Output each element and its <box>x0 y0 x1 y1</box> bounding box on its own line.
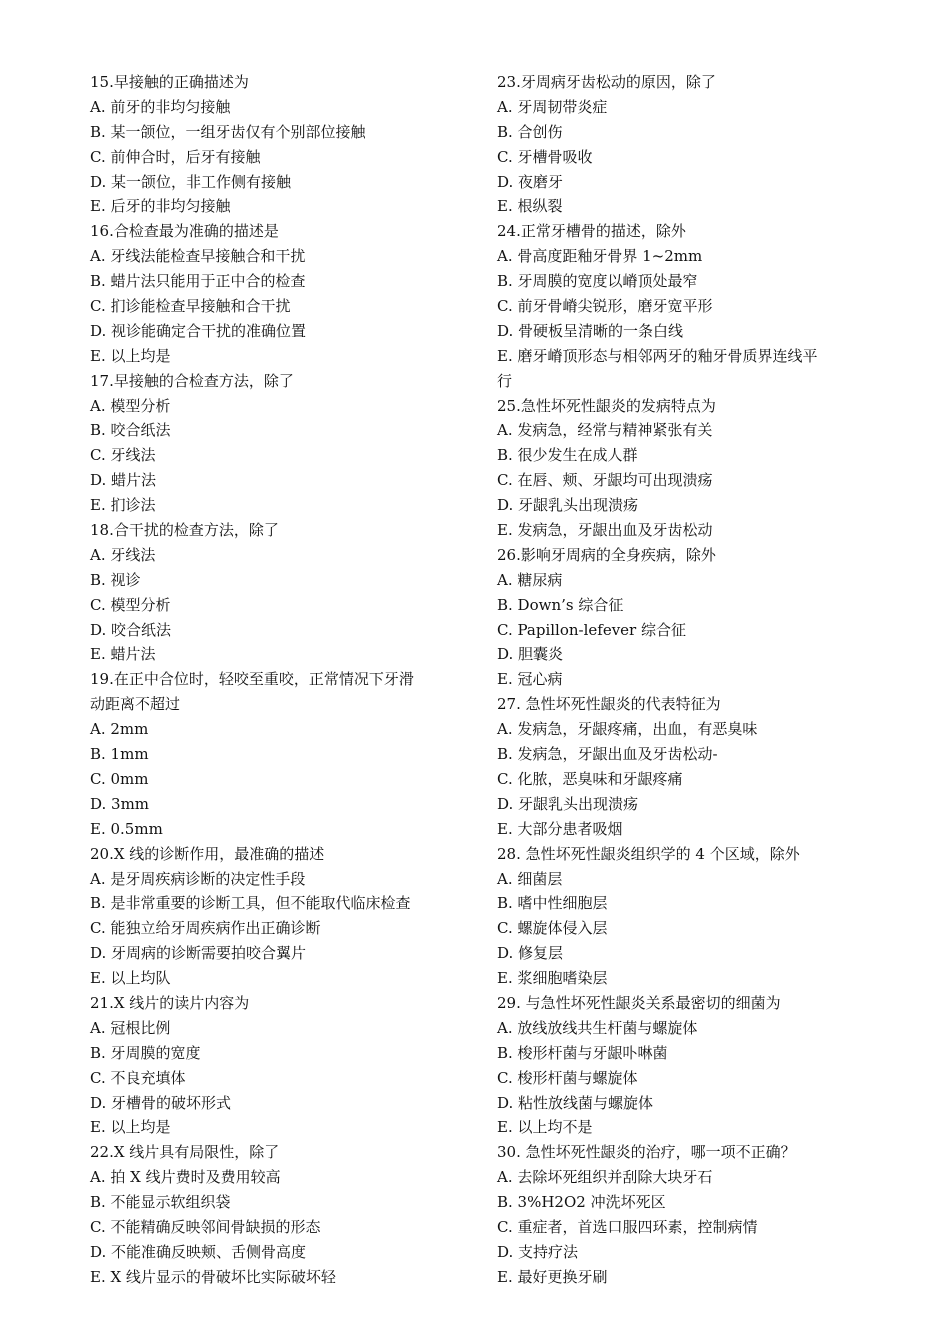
text-line: C. 牙槽骨吸收 <box>497 147 593 166</box>
text-line: D. 修复层 <box>497 944 564 963</box>
text-line: C. 不良充填体 <box>90 1068 186 1087</box>
text-line: A. 是牙周疾病诊断的决定性手段 <box>90 869 306 888</box>
text-line: D. 牙周病的诊断需要拍咬合翼片 <box>90 944 307 963</box>
text-line: D. 牙槽骨的破坏形式 <box>90 1093 232 1112</box>
text-line: B. 视诊 <box>90 570 141 589</box>
text-line: A. 发病急，牙龈疼痛，出血，有恶臭味 <box>497 720 758 739</box>
text-line: 29. 与急性坏死性龈炎关系最密切的细菌为 <box>497 993 781 1012</box>
text-line: 17.早接触的合检查方法，除了 <box>90 371 294 390</box>
text-line: 27. 急性坏死性龈炎的代表特征为 <box>497 695 721 714</box>
text-line: E. 蜡片法 <box>90 645 156 664</box>
text-line: E. 后牙的非均匀接触 <box>90 197 231 216</box>
text-line: E. 扪诊法 <box>90 496 156 515</box>
text-line: A. 冠根比例 <box>90 1018 171 1037</box>
text-line: A. 牙线法能检查早接触合和干扰 <box>90 247 306 266</box>
text-line: A. 去除坏死组织并刮除大块牙石 <box>497 1168 713 1187</box>
text-line: E. 磨牙嵴顶形态与相邻两牙的釉牙骨质界连线平 <box>497 346 818 365</box>
text-line: A. 牙线法 <box>90 545 156 564</box>
text-line: A. 牙周韧带炎症 <box>497 97 608 116</box>
text-line: C. 不能精确反映邻间骨缺损的形态 <box>90 1217 321 1236</box>
text-line: E. 冠心病 <box>497 670 563 689</box>
text-line: B. 某一颌位，一组牙齿仅有个别部位接触 <box>90 122 366 141</box>
text-line: C. Papillon-lefever 综合征 <box>497 620 686 639</box>
text-line: 动距离不超过 <box>90 695 181 714</box>
text-line: 21.X 线片的读片内容为 <box>90 993 250 1012</box>
right-column <box>497 70 877 1290</box>
text-line: B. 是非常重要的诊断工具，但不能取代临床检查 <box>90 894 411 913</box>
text-line: E. 以上均是 <box>90 1118 171 1137</box>
text-line: E. 浆细胞嗜染层 <box>497 969 608 988</box>
text-line: E. 大部分患者吸烟 <box>497 819 623 838</box>
text-line: 22.X 线片具有局限性，除了 <box>90 1143 280 1162</box>
text-line: B. 发病急，牙龈出血及牙齿松动- <box>497 745 718 764</box>
text-line: 23.牙周病牙齿松动的原因，除了 <box>497 73 716 91</box>
text-line: 24.正常牙槽骨的描述，除外 <box>497 222 686 241</box>
text-line: 28. 急性坏死性龈炎组织学的 4 个区域，除外 <box>497 844 800 863</box>
text-line: D. 蜡片法 <box>90 471 157 490</box>
text-line: B. 3%H2O2 冲洗坏死区 <box>497 1193 666 1212</box>
text-line: 18.合干扰的检查方法，除了 <box>90 521 279 540</box>
text-line: B. 咬合纸法 <box>90 421 171 440</box>
text-line: D. 粘性放线菌与螺旋体 <box>497 1093 654 1112</box>
text-line: D. 某一颌位，非工作侧有接触 <box>90 172 292 191</box>
text-line: B. 牙周膜的宽度 <box>90 1043 201 1062</box>
text-line: D. 支持疗法 <box>497 1242 579 1261</box>
text-line: D. 视诊能确定合干扰的准确位置 <box>90 321 307 340</box>
text-line: D. 3mm <box>90 794 150 813</box>
text-line: C. 化脓，恶臭味和牙龈疼痛 <box>497 769 683 788</box>
text-line: 25.急性坏死性龈炎的发病特点为 <box>497 396 716 415</box>
text-line: E. 0.5mm <box>90 819 163 838</box>
text-line: C. 重症者，首选口服四环素，控制病情 <box>497 1217 758 1236</box>
text-line: A. 2mm <box>90 720 149 739</box>
text-line: 20.X 线的诊断作用，最准确的描述 <box>90 844 325 863</box>
text-line: A. 前牙的非均匀接触 <box>90 97 231 116</box>
text-line: D. 牙龈乳头出现溃疡 <box>497 496 639 515</box>
text-line: A. 细菌层 <box>497 869 563 888</box>
text-line: D. 咬合纸法 <box>90 620 172 639</box>
text-line: E. 以上均队 <box>90 969 171 988</box>
text-line: E. X 线片显示的骨破坏比实际破坏轻 <box>90 1267 336 1286</box>
text-line: E. 根纵裂 <box>497 197 563 216</box>
text-line: A. 模型分析 <box>90 396 171 415</box>
text-line: 30. 急性坏死性龈炎的治疗，哪一项不正确？ <box>497 1143 796 1162</box>
text-line: C. 前牙骨嵴尖锐形，磨牙宽平形 <box>497 297 713 316</box>
text-line: C. 0mm <box>90 769 149 788</box>
text-line: B. 合创伤 <box>497 122 563 141</box>
text-line: A. 发病急，经常与精神紧张有关 <box>497 421 713 440</box>
text-line: 19.在正中合位时，轻咬至重咬，正常情况下牙滑 <box>90 670 414 689</box>
text-line: 行 <box>497 371 513 390</box>
text-line: C. 前伸合时，后牙有接触 <box>90 147 261 166</box>
text-line: C. 模型分析 <box>90 595 171 614</box>
text-line: 16.合检查最为准确的描述是 <box>90 222 279 241</box>
text-line: C. 牙线法 <box>90 446 156 465</box>
text-line: D. 牙龈乳头出现溃疡 <box>497 794 639 813</box>
text-line: E. 以上均是 <box>90 346 171 365</box>
text-line: C. 螺旋体侵入层 <box>497 919 608 938</box>
text-line: B. 梭形杆菌与牙龈卟啉菌 <box>497 1043 668 1062</box>
text-line: 26.影响牙周病的全身疾病，除外 <box>497 545 716 564</box>
text-line: A. 糖尿病 <box>497 570 563 589</box>
text-line: A. 拍 X 线片费时及费用较高 <box>90 1168 281 1187</box>
text-line: C. 能独立给牙周疾病作出正确诊断 <box>90 919 321 938</box>
text-line: B. 嗜中性细胞层 <box>497 894 608 913</box>
text-line: D. 骨硬板呈清晰的一条白线 <box>497 321 684 340</box>
text-line: D. 夜磨牙 <box>497 172 564 191</box>
text-line: B. 蜡片法只能用于正中合的检查 <box>90 272 306 291</box>
text-line: D. 不能准确反映颊、舌侧骨高度 <box>90 1242 307 1261</box>
text-line: E. 以上均不是 <box>497 1118 593 1137</box>
text-line: B. 不能显示软组织袋 <box>90 1193 231 1212</box>
text-line: E. 发病急，牙龈出血及牙齿松动 <box>497 521 713 540</box>
text-line: C. 梭形杆菌与螺旋体 <box>497 1068 638 1087</box>
text-line: A. 骨高度距釉牙骨界 1~2mm <box>497 247 703 266</box>
text-line: C. 扪诊能检查早接触和合干扰 <box>90 297 291 316</box>
text-line: B. 很少发生在成人群 <box>497 446 638 465</box>
text-line: D. 胆囊炎 <box>497 645 564 664</box>
text-line: E. 最好更换牙刷 <box>497 1267 608 1286</box>
text-line: C. 在唇、颊、牙龈均可出现溃疡 <box>497 471 713 490</box>
left-column <box>90 70 470 1290</box>
text-line: B. 牙周膜的宽度以嵴顶处最窄 <box>497 272 698 291</box>
text-line: B. Down’s 综合征 <box>497 595 624 614</box>
text-line: 15.早接触的正确描述为 <box>90 73 249 91</box>
text-line: A. 放线放线共生杆菌与螺旋体 <box>497 1018 698 1037</box>
text-line: B. 1mm <box>90 745 149 764</box>
